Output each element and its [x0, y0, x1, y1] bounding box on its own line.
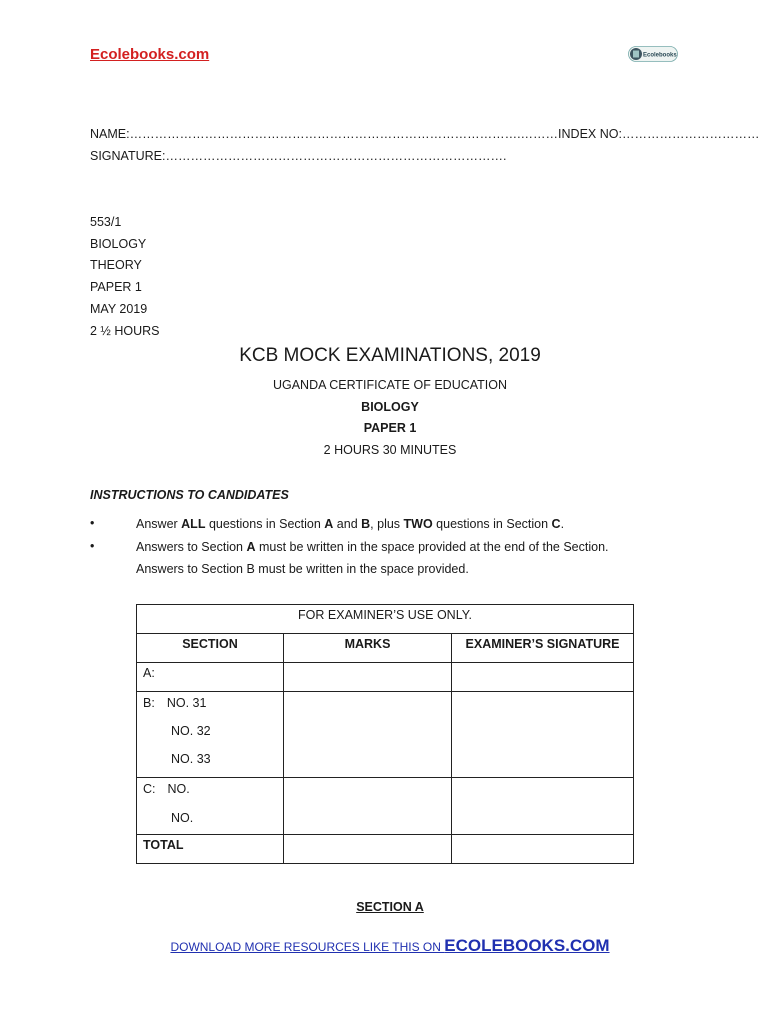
instruction-2-line2: Answers to Section B must be written in the space provided.	[136, 562, 469, 576]
signature-line: SIGNATURE:……………………………………………………………………….	[90, 149, 507, 163]
header-signature: EXAMINER’S SIGNATURE	[452, 634, 634, 663]
header-marks: MARKS	[284, 634, 452, 663]
exam-title: KCB MOCK EXAMINATIONS, 2019	[239, 345, 541, 366]
svg-text:Ecolebooks: Ecolebooks	[643, 52, 677, 59]
row-b-item-32: NO. 32	[171, 724, 211, 738]
row-total-signature	[452, 835, 634, 864]
header-section: SECTION	[137, 634, 284, 663]
row-c-item-1: NO.	[167, 782, 190, 796]
certificate-title: UGANDA CERTIFICATE OF EDUCATION	[272, 378, 508, 392]
instructions-heading: INSTRUCTIONS TO CANDIDATES	[90, 488, 289, 502]
row-a-marks	[284, 663, 452, 692]
row-a-signature	[452, 663, 634, 692]
row-b-cell	[137, 692, 284, 778]
footer-prefix[interactable]: DOWNLOAD MORE RESOURCES LIKE THIS ON	[170, 940, 445, 954]
name-index-line: NAME:………………………………………………………………………………….………INDEX NO:……………………………	[90, 127, 760, 141]
row-c-label: C:	[143, 782, 156, 796]
row-c-cell	[137, 778, 284, 835]
paper-type: THEORY	[90, 258, 142, 273]
table-caption: FOR EXAMINER’S USE ONLY.	[137, 605, 634, 634]
duration-title: 2 HOURS 30 MINUTES	[323, 443, 457, 457]
paper-subject: BIOLOGY	[90, 236, 147, 251]
ecolebooks-logo	[628, 46, 678, 62]
paper-date: MAY 2019	[90, 301, 148, 316]
row-b-marks	[284, 692, 452, 778]
paper-number: PAPER 1	[90, 280, 142, 295]
instruction-1: Answer ALL questions in Section A and B, plus TWO questions in Section C.	[136, 517, 565, 531]
row-total-marks	[284, 835, 452, 864]
section-a-heading: SECTION A	[356, 900, 424, 914]
instruction-2: Answers to Section A must be written in the space provided at the end of the Section.	[136, 540, 609, 554]
footer-site-link[interactable]: ECOLEBOOKS.COM	[444, 936, 610, 955]
row-b-signature	[452, 692, 634, 778]
footer-download[interactable]	[0, 936, 768, 956]
subject-title: BIOLOGY	[361, 400, 419, 414]
row-total-label: TOTAL	[137, 835, 284, 864]
bullet-icon: •	[90, 516, 95, 530]
paper-meta	[90, 212, 159, 342]
row-c-marks	[284, 778, 452, 835]
paper-code: 553/1	[90, 215, 122, 229]
site-link[interactable]: Ecolebooks.com	[90, 46, 210, 63]
examiner-table	[136, 604, 634, 864]
bullet-icon: •	[90, 539, 95, 553]
row-b-item-33: NO. 33	[171, 752, 211, 766]
row-a-label: A:	[137, 663, 284, 692]
paper-title: PAPER 1	[363, 421, 417, 435]
paper-duration: 2 ½ HOURS	[90, 323, 160, 338]
row-b-label: B:	[143, 696, 155, 710]
row-b-item-31: NO. 31	[166, 696, 207, 710]
row-c-item-2: NO.	[171, 811, 194, 825]
row-c-signature	[452, 778, 634, 835]
